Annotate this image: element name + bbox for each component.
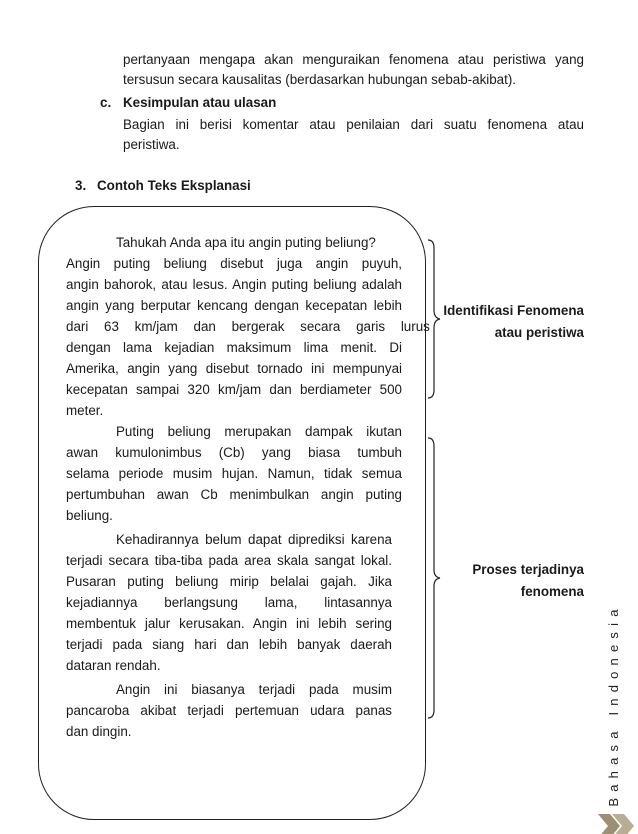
section-c-line: Bagian ini berisi komentar atau penilaian dari suatu fenomena atau: [123, 117, 584, 132]
example-line: awan kumulonimbus (Cb) yang biasa tumbuh: [66, 445, 402, 460]
intro-line: tersusun secara kausalitas (berdasarkan hubungan sebab-akibat).: [123, 72, 517, 87]
section-3-title: Contoh Teks Eksplanasi: [97, 178, 251, 193]
example-line: dengan lama kejadian maksimum lima menit. Di: [66, 340, 402, 355]
example-line: Amerika, angin yang disebut tornado ini mempunyai: [66, 361, 402, 376]
example-line: dan dingin.: [66, 724, 132, 739]
example-line: Kehadirannya belum dapat diprediksi karena: [116, 532, 392, 547]
identifikasi-label: atau peristiwa: [494, 325, 584, 340]
example-line: dari 63 km/jam dan bergerak secara garis lurus: [66, 319, 430, 334]
intro-line: pertanyaan mengapa akan menguraikan fenomena atau peristiwa yang: [123, 52, 584, 67]
chevron-decoration-icon: [596, 810, 638, 834]
example-line: Tahukah Anda apa itu angin puting beliung?: [116, 235, 376, 250]
example-line: terjadi pada siang hari dan lebih banyak daerah: [66, 637, 392, 652]
example-line: kecepatan sampai 320 km/jam dan berdiameter 500: [66, 382, 402, 397]
section-c-line: peristiwa.: [123, 137, 180, 152]
proses-label: fenomena: [520, 584, 584, 599]
example-line: kejadiannya berlangsung lama, lintasannya: [66, 595, 392, 610]
example-line: angin bahorok, atau lesus. Angin puting beliung adalah: [66, 277, 402, 292]
example-line: pancaroba akibat terjadi pertemuan udara panas: [66, 703, 392, 718]
example-line: Pusaran puting beliung mirip belalai gajah. Jika: [66, 574, 392, 589]
example-line: beliung.: [66, 508, 113, 523]
example-line: terjadi secara tiba-tiba pada area skala sangat lokal.: [66, 553, 392, 568]
example-line: membentuk jalur kerusakan. Angin ini lebih sering: [66, 616, 392, 631]
section-c-marker: c.: [100, 95, 112, 110]
identifikasi-label: Identifikasi Fenomena: [443, 303, 584, 318]
example-line: dataran rendah.: [66, 658, 161, 673]
identifikasi-brace-icon: [424, 238, 444, 400]
example-line: selama periode musim hujan. Namun, tidak semua: [66, 466, 402, 481]
proses-label: Proses terjadinya: [472, 562, 584, 577]
example-line: meter.: [66, 403, 104, 418]
example-line: Angin puting beliung disebut juga angin puyuh,: [66, 256, 402, 271]
section-c-title: Kesimpulan atau ulasan: [123, 95, 277, 110]
example-line: Angin ini biasanya terjadi pada musim: [116, 682, 392, 697]
proses-brace-icon: [424, 436, 444, 720]
example-line: pertumbuhan awan Cb menimbulkan angin puting: [66, 487, 402, 502]
example-line: Puting beliung merupakan dampak ikutan: [116, 424, 402, 439]
book-title-sidebar: [598, 600, 628, 810]
book-title-text: Bahasa Indonesia: [606, 603, 621, 807]
section-3-number: 3.: [75, 178, 87, 193]
example-line: angin yang berputar kencang dengan kecepatan lebih: [66, 298, 402, 313]
